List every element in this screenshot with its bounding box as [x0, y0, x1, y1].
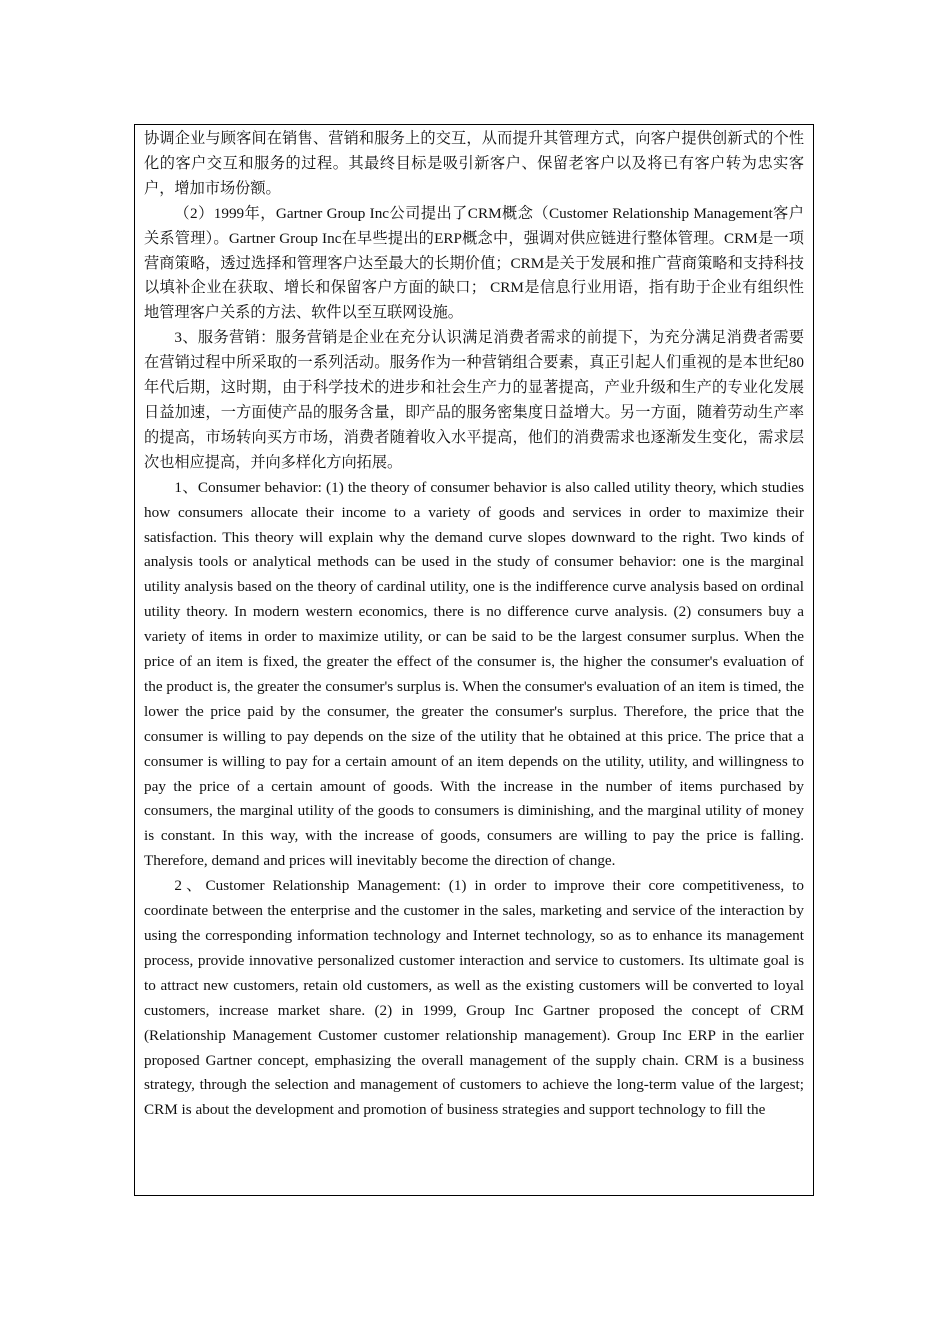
paragraph-crm-definition-continued: 协调企业与顾客间在销售、营销和服务上的交互，从而提升其管理方式，向客户提供创新式的个性化的客户交互和服务的过程。其最终目标是吸引新客户、保留老客户以及将已有客户转为忠实客户，增加市场份额。 [144, 130, 804, 197]
paragraph-crm-en: 2、Customer Relationship Management: (1) in order to improve their core competitiveness, to coordinate between the enterprise and the customer in the sales, marketing and service of the interaction by using the corresponding information technology and Internet technology, so as to enhance its management process, provide innovative personalized customer interaction and service to customers. Its ultimate goal is to attract new customers, retain old customers, as well as the existing customers will be converted to loyal customers, increase market share. (2) in 1999, Group Inc Gartner proposed the concept of CRM (Relationship Management Customer customer relationship management). Group Inc ERP in the earlier proposed Gartner concept, emphasizing the overall management of the supply chain. CRM is a business strategy, through the selection and management of customers to achieve the long-term value of the largest; CRM is about the development and promotion of business strategies and support technology to fill the [144, 877, 804, 1119]
document-frame [134, 124, 814, 1196]
paragraph-consumer-behavior-en: 1、Consumer behavior: (1) the theory of consumer behavior is also called utility theory, which studies how consumers allocate their income to a variety of goods and services in order to maximize their satisfaction. This theory will explain why the demand curve slopes downward to the right. Two kinds of analysis tools or analytical methods can be used in the study of consumer behavior: one is the marginal utility analysis based on the theory of cardinal utility, one is the indifference curve analysis based on ordinal utility theory. In modern western economics, there is no difference curve analysis. (2) consumers buy a variety of items in order to maximize utility, or can be said to be the largest consumer surplus. When the price of an item is fixed, the greater the effect of the consumer is, the higher the consumer's evaluation of the product is, the greater the consumer's surplus is. When the consumer's evaluation of an item is timed, the lower the price paid by the consumer, the greater the consumer's surplus. Therefore, the price that the consumer is willing to pay depends on the size of the utility that he obtained at this price. The price that a consumer is willing to pay for a certain amount of an item depends on the utility, utility, and willingness to pay the price of a certain amount of goods. With the increase in the number of items purchased by consumers, the marginal utility of the goods to consumers is diminishing, and the marginal utility of money is constant. In this way, with the increase of goods, consumers are willing to pay the price is falling. Therefore, demand and prices will inevitably become the direction of change. [144, 478, 804, 870]
paragraph-service-marketing: 3、服务营销：服务营销是企业在充分认识满足消费者需求的前提下，为充分满足消费者需要在营销过程中所采取的一系列活动。服务作为一种营销组合要素，真正引起人们重视的是本世纪80年代后期，这时期，由于科学技术的进步和社会生产力的显著提高，产业升级和生产的专业化发展日益加速，一方面使产品的服务含量，即产品的服务密集度日益增大。另一方面，随着劳动生产率的提高，市场转向买方市场，消费者随着收入水平提高，他们的消费需求也逐渐发生变化，需求层次也相应提高，并向多样化方向拓展。 [144, 329, 804, 471]
paragraph-crm-gartner: （2）1999年，Gartner Group Inc公司提出了CRM概念（Customer Relationship Management客户关系管理）。Gartner Group Inc在早些提出的ERP概念中，强调对供应链进行整体管理。CRM是一项营商策略，透过选择和管理客户达至最大的长期价值；CRM是关于发展和推广营商策略和支持科技以填补企业在获取、增长和保留客户方面的缺口； CRM是信息行业用语，指有助于企业有组织性地管理客户关系的方法、软件以至互联网设施。 [144, 204, 804, 322]
